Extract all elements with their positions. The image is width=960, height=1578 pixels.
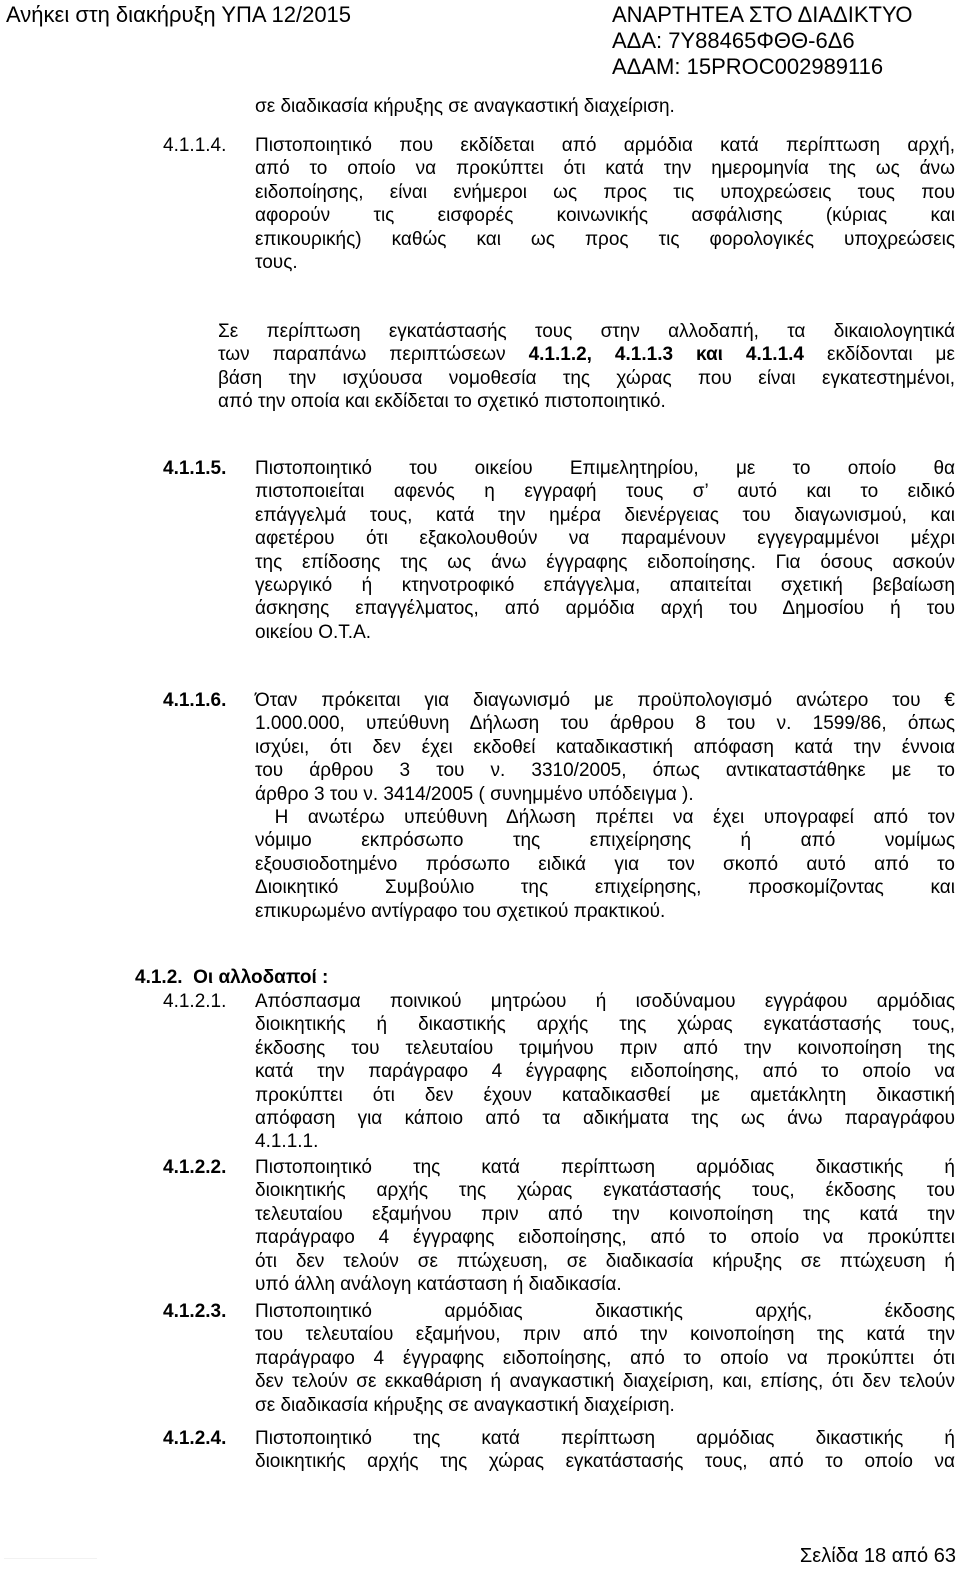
section-text: Πιστοποιητικό αρμόδιας δικαστικής αρχής, έκδοσης του τελευταίου εξαμήνου, πριν από την κοινοποίηση της κατά την παράγραφο 4 έγγραφης ειδοποίησης, από το οποίο να προκύπτει ότι δεν τελούν σε εκκαθάριση ή αναγκαστική διαχείριση, και, επίσης, ότι δεν τελούν σε διαδικασία κήρυξης σε αναγκαστική διαχείριση. [255, 1301, 955, 1416]
header-publication-info [612, 2, 913, 80]
footer-file-path: ····························································································· [4, 1556, 97, 1560]
section-4-1-2-heading [135, 966, 328, 989]
section-text: Πιστοποιητικό της κατά περίπτωση αρμόδιας δικαστικής ή διοικητικής αρχής της χώρας εγκατάστασής τους, από το οποίο να [255, 1428, 955, 1473]
section-text-continued: Η ανωτέρω υπεύθυνη Δήλωση πρέπει να έχει υπογραφεί από τον νόμιμο εκπρόσωπο της επιχείρησης ή από νομίμως εξουσιοδοτημένο πρόσωπο ειδικά για τον σκοπό αυτό από το Διοικητικό Συμβούλιο της επιχείρησης, προσκομίζοντας και επικυρωμένο αντίγραφο του σχετικού πρακτικού. [255, 807, 955, 922]
section-number: 4.1.2. [135, 967, 183, 988]
section-4-1-1-5 [163, 457, 955, 644]
section-4-1-2-2 [163, 1156, 955, 1296]
section-number: 4.1.1.6. [163, 690, 227, 711]
page-number: Σελίδα 18 από 63 [799, 1545, 956, 1567]
header-adam-code: ΑΔΑΜ: 15PROC002989116 [612, 54, 884, 79]
section-number: 4.1.1.5. [163, 458, 227, 479]
section-4-1-2-1 [163, 990, 955, 1154]
section-number: 4.1.2.4. [163, 1428, 227, 1449]
header-ada-code: ΑΔΑ: 7Υ88465ΦΘΘ-6Δ6 [612, 28, 855, 53]
section-text: Πιστοποιητικό που εκδίδεται από αρμόδια κατά περίπτωση αρχή, [255, 135, 955, 156]
section-4-1-1-4: 4.1.1.4. Πιστοποιητικό που εκδίδεται από αρμόδια κατά περίπτωση αρχή, από το οποίο να προκύπτει ότι κατά την ημερομηνία της ως άνω ειδοποίησης, είναι ενήμεροι ως προς τις υποχρεώσεις τους που αφορούν τις εισφορές κοινωνικής ασφάλισης (κύριας και επικουρικής) καθώς και ως προς τις φορολογικές υποχρεώσεις τους. [163, 135, 955, 274]
referenced-sections: 4.1.1.2, 4.1.1.3 και 4.1.1.4 [528, 344, 804, 366]
section-title: Οι αλλοδαποί : [193, 967, 329, 988]
intro-line: σε διαδικασία κήρυξης σε αναγκαστική διαχείριση. [255, 96, 675, 117]
section-number: 4.1.2.2. [163, 1157, 227, 1178]
section-text: Πιστοποιητικό της κατά περίπτωση αρμόδιας δικαστικής ή διοικητικής αρχής της χώρας εγκατάστασής τους, έκδοσης του τελευταίου εξαμήνου πριν από την κοινοποίηση της κατά την παράγραφο 4 έγγραφης ειδοποίησης, από το οποίο να προκύπτει ότι δεν τελούν σε πτώχευση, σε διαδικασία κήρυξης σε πτώχευση ή υπό άλλη ανάλογη κατάσταση ή διαδικασία. [255, 1157, 955, 1296]
header-publish-label: ΑΝΑΡΤΗΤΕΑ ΣΤΟ ΔΙΑΔΙΚΤΥΟ [612, 2, 913, 27]
section-number: 4.1.1.4. [163, 135, 227, 156]
section-number: 4.1.2.1. [163, 991, 227, 1012]
section-number: 4.1.2.3. [163, 1301, 227, 1322]
page-header [0, 0, 960, 84]
section-text: Πιστοποιητικό του οικείου Επιμελητηρίου, με το οποίο θα πιστοποιείται αφενός η εγγραφή τους σ’ αυτό και το ειδικό επάγγελμά τους, κατά την ημέρα διενέργειας του διαγωνισμού, και αφετέρου ότι εξακολουθούν να παραμένουν εγγεγραμμένοι μέχρι της επίδοσης της ως άνω έγγραφης ειδοποίησης. Για όσους ασκούν γεωργικό ή κτηνοτροφικό επάγγελμα, απαιτείται σχετική βεβαίωση άσκησης επαγγέλματος, από αρμόδια αρχή του Δημοσίου ή του οικείου Ο.Τ.Α. [255, 458, 955, 643]
header-tender-reference: Ανήκει στη διακήρυξη ΥΠΑ 12/2015 [6, 2, 352, 27]
section-text: Απόσπασμα ποινικού μητρώου ή ισοδύναμου εγγράφου αρμόδιας διοικητικής ή δικαστικής αρχής της χώρας εγκατάστασής τους, έκδοσης του τελευταίου τριμήνου πριν από την κοινοποίηση της κατά την παράγραφο 4 έγγραφης ειδοποίησης, από το οποίο να προκύπτει ότι δεν έχουν καταδικασθεί με αμετάκλητη δικαστική απόφαση για κάποιο από τα αδικήματα της ως άνω παραγράφου 4.1.1.1. [255, 991, 955, 1153]
section-4-1-2-4 [163, 1427, 955, 1474]
section-text: Όταν πρόκειται για διαγωνισμό με προϋπολογισμό ανώτερο του € 1.000.000, υπεύθυνη Δήλωση του άρθρου 8 του ν. 1599/86, όπως ισχύει, ότι δεν έχει εκδοθεί καταδικαστική απόφαση κατά την έννοια του άρθρου 3 του ν. 3310/2005, όπως αντικαταστάθηκε με το άρθρο 3 του ν. 3414/2005 ( συνημμένο υπόδειγμα ). [255, 690, 955, 805]
section-4-1-1-6 [163, 689, 955, 923]
foreign-establishment-paragraph: Σε περίπτωση εγκατάστασής τους στην αλλοδαπή, τα δικαιολογητικά των παραπάνω περιπτώσεων 4.1.1.2, 4.1.1.3 και 4.1.1.4 εκδίδονται με βάση την ισχύουσα νομοθεσία της χώρας που είναι εγκατεστημένοι, από την οποία και εκδίδεται το σχετικό πιστοποιητικό. [218, 321, 955, 413]
section-4-1-2-3 [163, 1300, 955, 1417]
